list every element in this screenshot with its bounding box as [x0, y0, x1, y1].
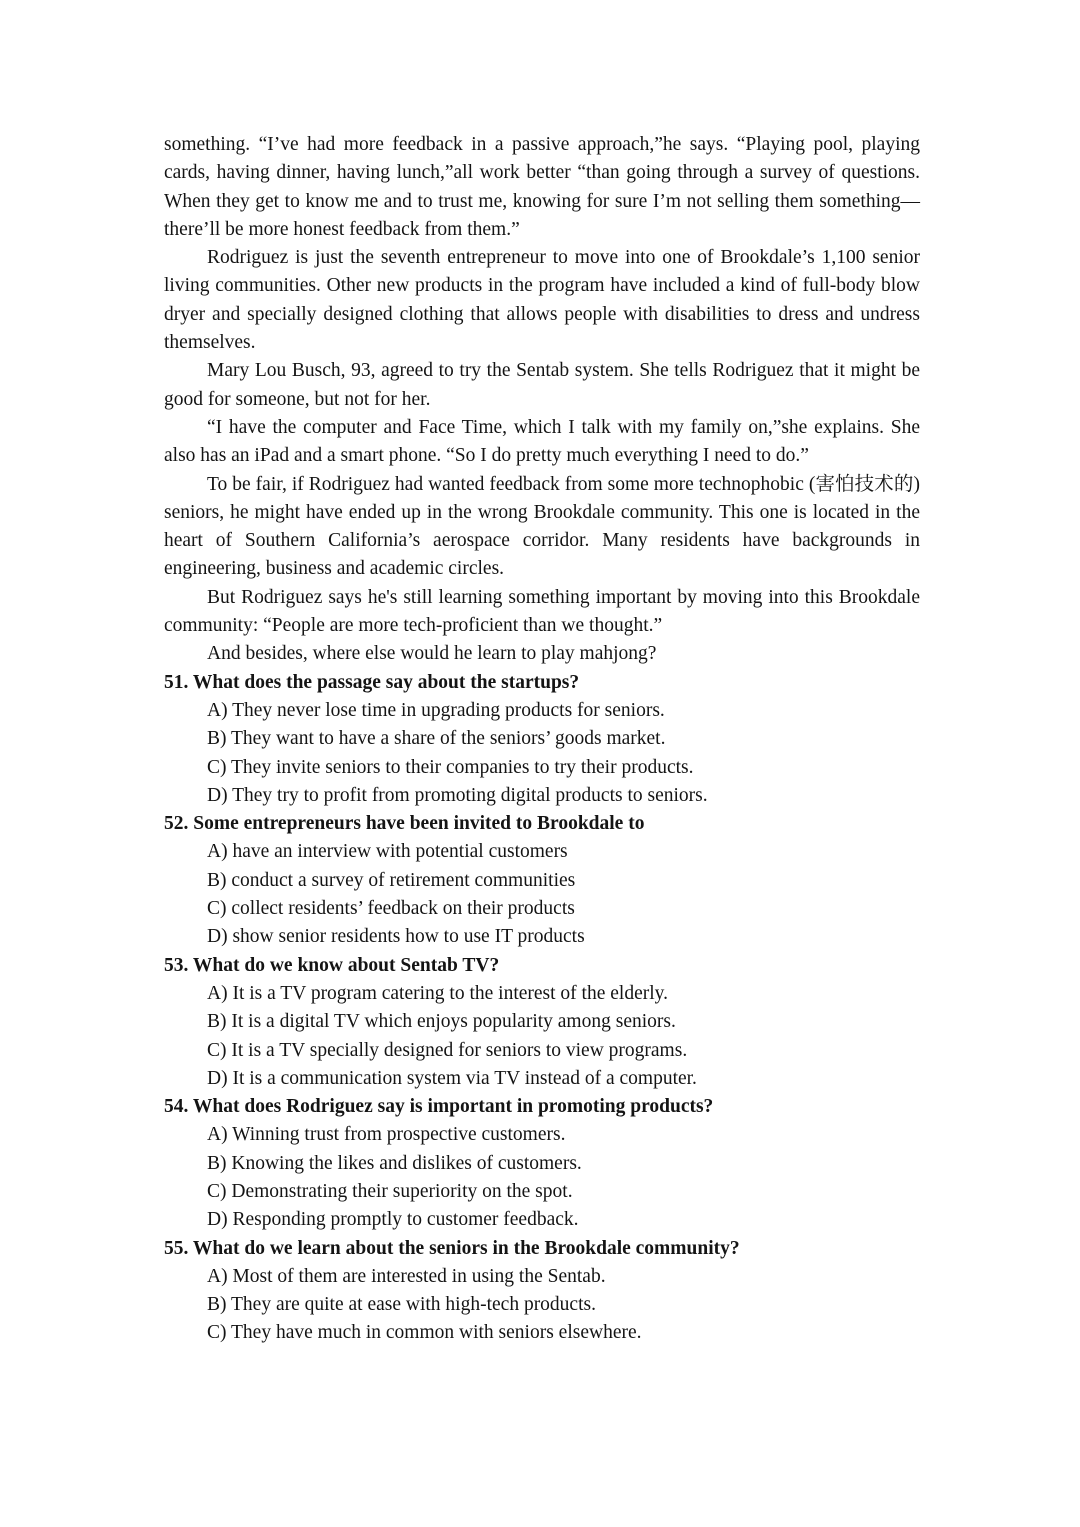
option-c: C) They have much in common with seniors elsewhere.: [207, 1322, 642, 1344]
option-b: B) Knowing the likes and dislikes of customers.: [207, 1152, 582, 1174]
reading-passage: [164, 131, 920, 669]
option-a: A) have an interview with potential customers: [207, 841, 568, 863]
option-b: B) conduct a survey of retirement communities: [207, 869, 576, 891]
option-d: D) Responding promptly to customer feedback.: [207, 1209, 579, 1231]
question-stem: 54. What does Rodriguez say is important in promoting products?: [164, 1096, 714, 1118]
option-list: [164, 1121, 920, 1234]
question-list: [164, 669, 920, 1348]
option-b: B) They are quite at ease with high-tech products.: [207, 1294, 596, 1316]
passage-paragraph-6: But Rodriguez says he's still learning something important by moving into this Brookdale community: “People are more tech-proficient than we thought.”: [164, 586, 920, 637]
passage-paragraph-7: And besides, where else would he learn to play mahjong?: [207, 643, 657, 665]
option-d: D) They try to profit from promoting digital products to seniors.: [207, 784, 708, 806]
option-list: [164, 980, 920, 1093]
option-c: C) They invite seniors to their companies to try their products.: [207, 756, 694, 778]
option-c: C) It is a TV specially designed for seniors to view programs.: [207, 1039, 688, 1061]
question-stem: 55. What do we learn about the seniors in the Brookdale community?: [164, 1237, 740, 1259]
option-a: A) They never lose time in upgrading products for seniors.: [207, 699, 665, 721]
passage-paragraph-5: To be fair, if Rodriguez had wanted feedback from some more technophobic (害怕技术的) seniors, he might have ended up in the wrong Brookdale community. This one is located in the heart of Southern California’s aerospace corridor. Many residents have backgrounds in engineering, business and academic circles.: [164, 473, 920, 580]
option-list: [164, 697, 920, 810]
question-52: [164, 810, 920, 951]
option-a: A) It is a TV program catering to the interest of the elderly.: [207, 982, 668, 1004]
passage-paragraph-4: “I have the computer and Face Time, which I talk with my family on,”she explains. She also has an iPad and a smart phone. “So I do pretty much everything I need to do.”: [164, 416, 920, 467]
option-list: [164, 1263, 920, 1348]
option-a: A) Winning trust from prospective customers.: [207, 1124, 566, 1146]
option-d: D) show senior residents how to use IT products: [207, 926, 585, 948]
passage-paragraph-2: Rodriguez is just the seventh entrepreneur to move into one of Brookdale’s 1,100 senior living communities. Other new products in the program have included a kind of full-body blow dryer and specially designed clothing that allows people with disabilities to dress and undress themselves.: [164, 247, 920, 354]
exam-page: [164, 131, 920, 1348]
option-list: [164, 838, 920, 951]
option-c: C) collect residents’ feedback on their products: [207, 898, 575, 920]
question-54: [164, 1093, 920, 1234]
question-51: [164, 669, 920, 810]
question-stem: 52. Some entrepreneurs have been invited to Brookdale to: [164, 813, 645, 835]
option-a: A) Most of them are interested in using the Sentab.: [207, 1265, 606, 1287]
question-55: [164, 1235, 920, 1348]
question-stem: 53. What do we know about Sentab TV?: [164, 954, 500, 976]
question-53: [164, 952, 920, 1093]
option-c: C) Demonstrating their superiority on the spot.: [207, 1180, 573, 1202]
passage-paragraph-1: something. “I’ve had more feedback in a passive approach,”he says. “Playing pool, playing cards, having dinner, having lunch,”all work better “than going through a survey of questions. When they get to know me and to trust me, knowing for sure I’m not selling them something—there’ll be more honest feedback from them.”: [164, 134, 920, 240]
option-b: B) It is a digital TV which enjoys popularity among seniors.: [207, 1011, 676, 1033]
option-d: D) It is a communication system via TV instead of a computer.: [207, 1067, 697, 1089]
question-stem: 51. What does the passage say about the startups?: [164, 671, 580, 693]
passage-paragraph-3: Mary Lou Busch, 93, agreed to try the Sentab system. She tells Rodriguez that it might be good for someone, but not for her.: [164, 360, 920, 410]
option-b: B) They want to have a share of the seniors’ goods market.: [207, 728, 666, 750]
